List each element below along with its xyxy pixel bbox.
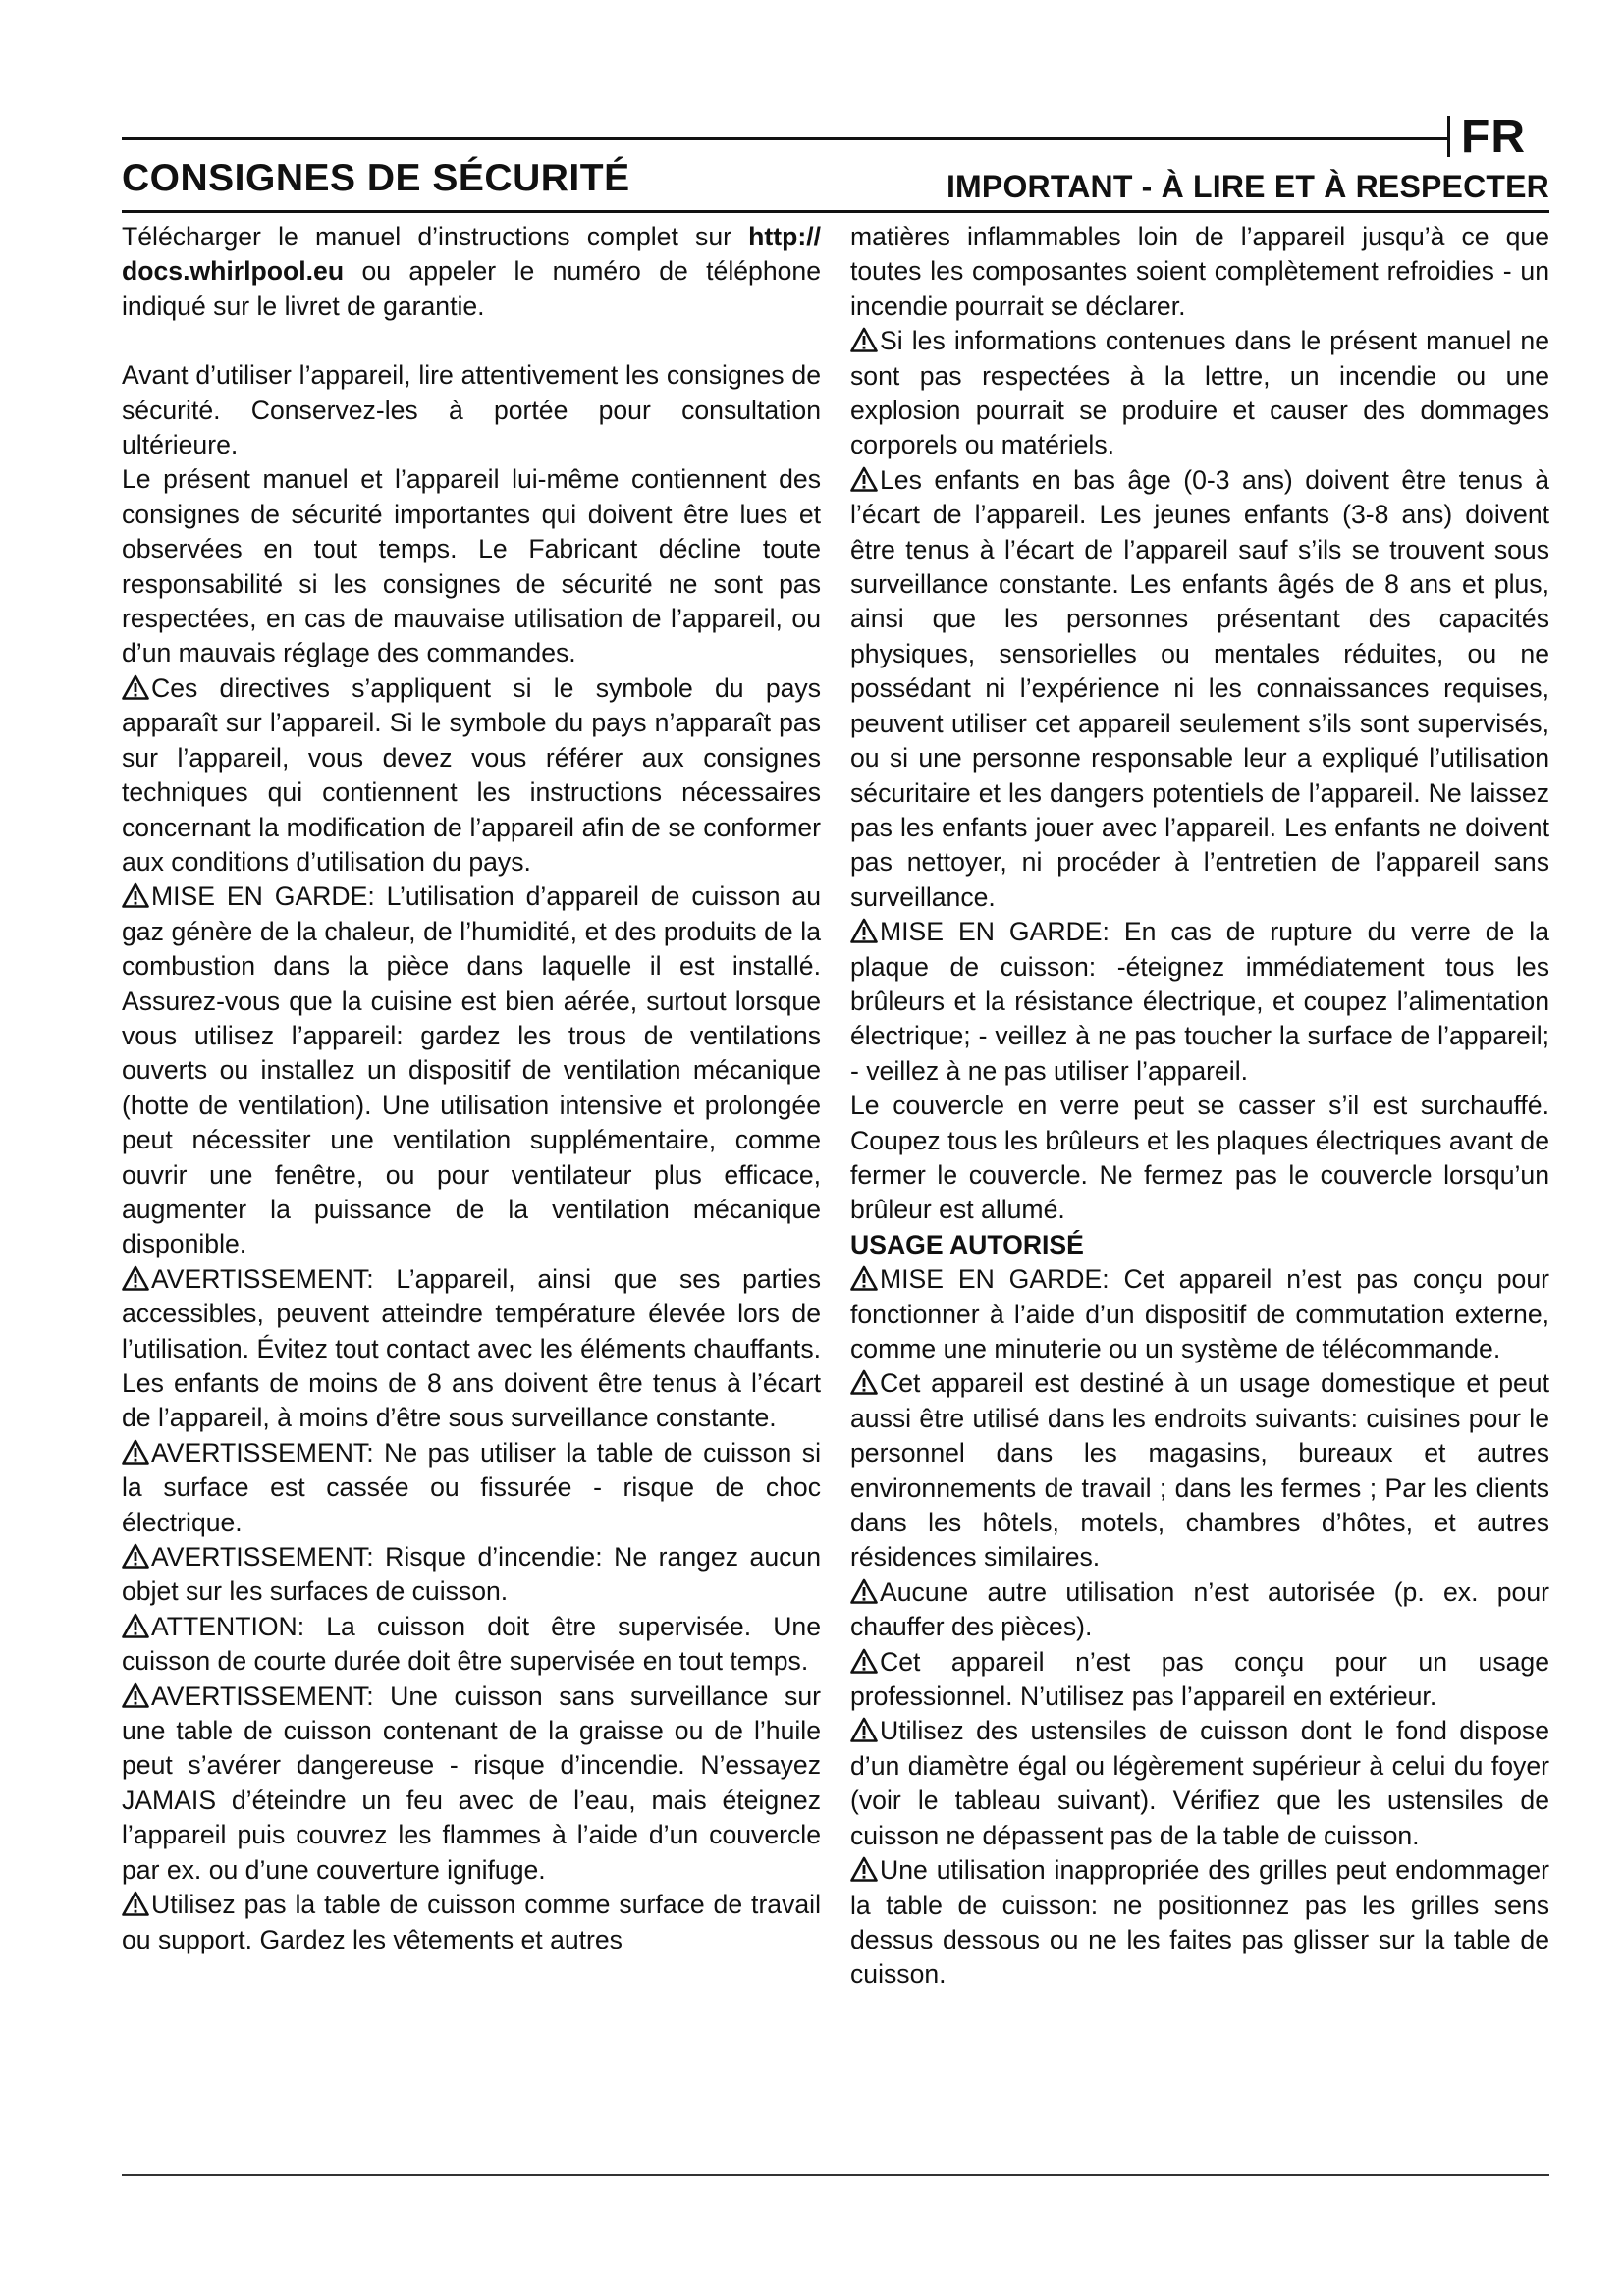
warning-triangle-icon	[122, 1543, 149, 1569]
title-rule	[122, 210, 1549, 213]
warning-text: Ces directives s’appliquent si le symbole du pays apparaît sur l’appareil. Si le symbole du pays n’apparaît pas sur l’appareil, vous devez vous référer aux consignes techniques qui contiennent les instructions nécessaires concernant la modification de l’appareil afin de se conformer aux conditions d’utilisation du pays.	[122, 672, 821, 877]
country-symbol-paragraph	[122, 671, 821, 880]
right-column	[850, 220, 1549, 1993]
download-text-end: ou appeler le numéro de téléphone indiqué sur le livret de garantie.	[122, 256, 821, 321]
flammable-materials-paragraph: matières inflammables loin de l’appareil jusqu’à ce que toutes les composantes soient complètement refroidies - un incendie pourrait se déclarer.	[850, 222, 1549, 321]
warning-triangle-icon	[122, 1265, 149, 1291]
fire-risk-paragraph	[122, 1540, 821, 1610]
domestic-use-paragraph	[850, 1366, 1549, 1575]
warning-text: MISE EN GARDE: En cas de rupture du verre de la plaque de cuisson: -éteignez immédiatement tous les brûleurs et la résistance électrique, et coupez l’alimentation électrique; - veillez à ne pas toucher la surface de l’appareil; - veillez à ne pas utiliser l’appareil.	[850, 917, 1549, 1086]
children-paragraph	[850, 463, 1549, 915]
warning-text: AVERTISSEMENT: Une cuisson sans surveillance sur une table de cuisson contenant de la graisse ou de l’huile peut s’avérer dangereuse - risque d’incendie. N’essayez JAMAIS d’éteindre un feu avec de l’eau, mais éteignez l’appareil puis couvrez les flammes à l’aide d’un couvercle par ex. ou d’une couverture ignifuge.	[122, 1681, 821, 1885]
download-text: Télécharger le manuel d’instructions complet sur	[122, 222, 731, 251]
warning-text: ATTENTION: La cuisson doit être supervisée. Une cuisson de courte durée doit être supervisée en tout temps.	[122, 1611, 821, 1677]
warning-triangle-icon	[850, 918, 878, 943]
warning-text: Aucune autre utilisation n’est autorisée (p. ex. pour chauffer des pièces).	[850, 1576, 1549, 1642]
download-paragraph	[122, 220, 821, 324]
top-rule	[122, 137, 1449, 140]
warning-text: MISE EN GARDE: L’utilisation d’appareil de cuisson au gaz génère de la chaleur, de l’humidité, et des produits de la combustion dans la pièce dans laquelle il est installé. Assurez-vous que la cuisine est bien aérée, surtout lorsque vous utilisez l’appareil: gardez les trous de ventilations ouverts ou installez un dispositif de ventilation mécanique (hotte de ventilation). Une utilisation intensive et prolongée peut nécessiter une ventilation supplémentaire, comme ouvrir une fenêtre, ou pour ventilateur plus efficace, augmenter la puissance de la ventilation mécanique disponible.	[122, 881, 821, 1259]
gas-ventilation-paragraph	[122, 880, 821, 1261]
warning-triangle-icon	[850, 1265, 878, 1291]
page-subtitle: IMPORTANT - À LIRE ET À RESPECTER	[946, 169, 1549, 204]
language-label: FR	[1461, 111, 1526, 163]
cookware-paragraph	[850, 1714, 1549, 1853]
grease-fire-paragraph	[122, 1680, 821, 1888]
warning-text: AVERTISSEMENT: Ne pas utiliser la table de cuisson si la surface est cassée ou fissurée - risque de choc électrique.	[122, 1437, 821, 1537]
warning-triangle-icon	[850, 1717, 878, 1742]
warning-text: Cet appareil est destiné à un usage domestique et peut aussi être utilisé dans les endroits suivants: cuisines pour le personnel dans les magasins, bureaux et autres environnements de travail ; dans les fermes ; Par les clients dans les hôtels, motels, chambres d’hôtes, et autres résidences similaires.	[850, 1368, 1549, 1573]
warning-triangle-icon	[850, 1578, 878, 1604]
glass-lid-paragraph: Le couvercle en verre peut se casser s’il est surchauffé. Coupez tous les brûleurs et les plaques électriques avant de fermer le couvercle. Ne fermez pas le couvercle lorsqu’un brûleur est allumé.	[850, 1091, 1549, 1225]
no-other-use-paragraph	[850, 1575, 1549, 1645]
warning-text: Une utilisation inappropriée des grilles peut endommager la table de cuisson: ne positionnez pas les grilles sens dessus dessous ou ne les faites pas glisser sur la table de cuisson.	[850, 1855, 1549, 1990]
warning-triangle-icon	[122, 1613, 149, 1638]
read-instructions-paragraph: Avant d’utiliser l’appareil, lire attentivement les consignes de sécurité. Conservez-les à portée pour consultation ultérieure.	[122, 360, 821, 460]
warning-triangle-icon	[850, 327, 878, 352]
cracked-surface-paragraph	[122, 1436, 821, 1540]
warning-text: Utilisez pas la table de cuisson comme surface de travail ou support. Gardez les vêtements et autres	[122, 1890, 821, 1954]
warning-triangle-icon	[122, 674, 149, 700]
information-paragraph	[850, 324, 1549, 463]
warning-text: Si les informations contenues dans le présent manuel ne sont pas respectées à la lettre, un incendie ou une explosion pourrait se produire et causer des dommages corporels ou matériels.	[850, 326, 1549, 460]
section-heading: USAGE AUTORISÉ	[850, 1229, 1084, 1259]
bottom-rule	[122, 2174, 1549, 2176]
external-switch-paragraph	[850, 1262, 1549, 1366]
warning-text: AVERTISSEMENT: L’appareil, ainsi que ses parties accessibles, peuvent atteindre température élevée lors de l’utilisation. Évitez tout contact avec les éléments chauffants. Les enfants de moins de 8 ans doivent être tenus à l’écart de l’appareil, à moins d’être sous surveillance constante.	[122, 1263, 822, 1433]
warning-triangle-icon	[122, 1891, 149, 1916]
warning-text: Cet appareil n’est pas conçu pour un usage professionnel. N’utilisez pas l’appareil en extérieur.	[850, 1646, 1549, 1712]
warning-triangle-icon	[850, 466, 878, 492]
language-divider	[1447, 116, 1450, 157]
warning-triangle-icon	[122, 1682, 149, 1708]
warning-triangle-icon	[850, 1369, 878, 1395]
professional-use-paragraph	[850, 1645, 1549, 1715]
warning-text: MISE EN GARDE: Cet appareil n’est pas conçu pour fonctionner à l’aide d’un dispositif de commutation externe, comme une minuterie ou un système de télécommande.	[850, 1264, 1549, 1363]
grates-paragraph	[850, 1853, 1549, 1993]
warning-text: AVERTISSEMENT: Risque d’incendie: Ne rangez aucun objet sur les surfaces de cuisson.	[122, 1542, 821, 1607]
manufacturer-paragraph: Le présent manuel et l’appareil lui-même contiennent des consignes de sécurité importantes qui doivent être lues et observées en tout temps. Le Fabricant décline toute responsabilité si les consignes de sécurité ne sont pas respectées, en cas de mauvaise utilisation de l’appareil, ou d’un mauvais réglage des commandes.	[122, 464, 821, 668]
left-column	[122, 220, 821, 1957]
warning-text: Utilisez des ustensiles de cuisson dont le fond dispose d’un diamètre égal ou légèrement supérieur à celui du foyer (voir le tableau suivant). Vérifiez que les ustensiles de cuisson ne dépassent pas de la table de cuisson.	[850, 1716, 1549, 1850]
glass-breakage-paragraph	[850, 915, 1549, 1089]
warning-triangle-icon	[122, 882, 149, 908]
warning-triangle-icon	[850, 1856, 878, 1882]
supervision-paragraph	[122, 1610, 821, 1680]
warning-triangle-icon	[850, 1648, 878, 1674]
warning-text: Les enfants en bas âge (0-3 ans) doivent être tenus à l’écart de l’appareil. Les jeunes enfants (3-8 ans) doivent être tenus à l’écart de l’appareil sauf s’ils se trouvent sous surveillance constante. Les enfants âgés de 8 ans et plus, ainsi que les personnes présentant des capacités physiques, sensorielles ou mentales réduites, ou ne possédant ni l’expérience ni les connaissances requises, peuvent utiliser cet appareil seulement s’ils sont supervisés, ou si une personne responsable leur a expliqué l’utilisation sécuritaire et les dangers potentiels de l’appareil. Ne laissez pas les enfants jouer avec l’appareil. Les enfants ne doivent pas nettoyer, ni procéder à l’entretien de l’appareil sans surveillance.	[850, 464, 1549, 912]
hot-surfaces-paragraph	[122, 1262, 821, 1436]
page-title: CONSIGNES DE SÉCURITÉ	[122, 157, 630, 199]
warning-triangle-icon	[122, 1439, 149, 1465]
manual-url: http:// docs.whirlpool.eu	[122, 222, 822, 287]
work-surface-paragraph	[122, 1888, 821, 1957]
